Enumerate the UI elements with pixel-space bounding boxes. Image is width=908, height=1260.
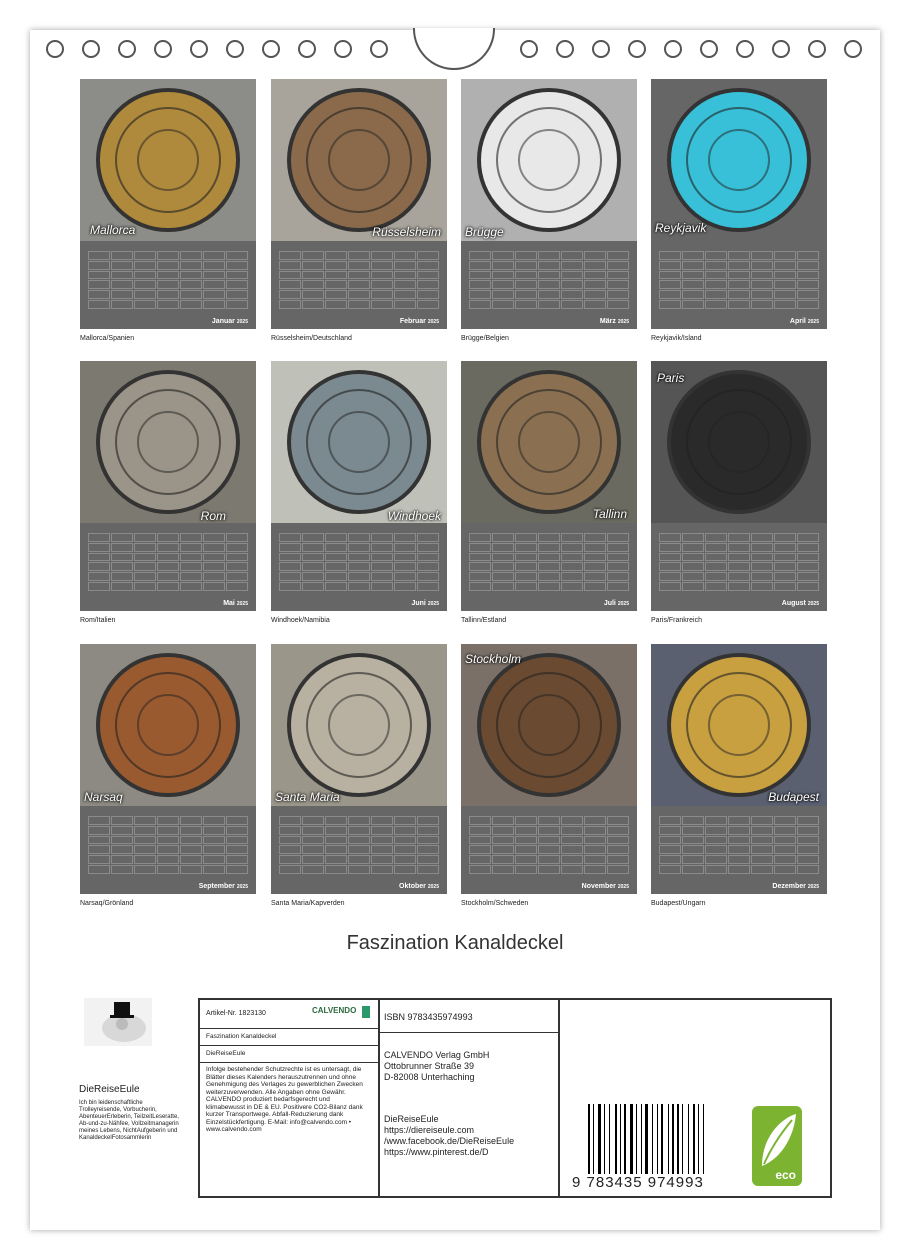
publisher-column — [380, 1000, 560, 1196]
month-tile — [271, 644, 447, 907]
binding-ring — [556, 40, 574, 58]
month-tile — [271, 361, 447, 624]
photo-caption: Santa Maria/Kapverden — [271, 900, 345, 907]
binding-ring — [118, 40, 136, 58]
photo-caption: Narsaq/Grönland — [80, 900, 134, 907]
photo-caption: Budapest/Ungarn — [651, 900, 706, 907]
calvendo-logo: CALVENDO — [312, 1006, 372, 1022]
manhole-photo — [80, 79, 256, 241]
city-label: Tallinn — [592, 507, 627, 521]
photo-caption: Rom/Italien — [80, 617, 116, 624]
month-calendar-grid — [80, 523, 256, 611]
author-bio: Ich bin leidenschaftliche Trolleyreisende, Vorbucherin, AbenteuerErleberin, TeilzeitLeseratte, Ab-und-zu-Nähfee, Vollzeitmanagerin meines Lebens, NichtAufgeberin und KanaldeckelFotosammlerin — [79, 1100, 179, 1141]
month-tile — [461, 79, 637, 342]
month-tile — [80, 644, 256, 907]
photo-caption: Tallinn/Estland — [461, 617, 507, 624]
photo-caption: Stockholm/Schweden — [461, 900, 529, 907]
month-label: Februar 2025 — [399, 318, 439, 325]
photo-caption: Paris/Frankreich — [651, 617, 702, 624]
city-label: Rom — [200, 509, 226, 523]
article-column — [200, 1000, 380, 1196]
manhole-photo — [80, 644, 256, 806]
calendar-title: Faszination Kanaldeckel — [346, 932, 564, 954]
month-label: Mai 2025 — [223, 600, 248, 607]
calendar-back-page — [30, 30, 880, 1230]
month-tile — [651, 361, 827, 624]
binding-ring — [520, 40, 538, 58]
binding-ring — [628, 40, 646, 58]
binding-ring — [700, 40, 718, 58]
city-label: Brügge — [465, 225, 504, 239]
binding-ring — [370, 40, 388, 58]
link-website[interactable]: https://diereiseule.com — [384, 1125, 475, 1135]
manhole-photo — [271, 361, 447, 523]
binding-ring — [82, 40, 100, 58]
city-label: Windhoek — [387, 509, 441, 523]
photo-caption: Mallorca/Spanien — [80, 335, 135, 342]
binding-ring — [736, 40, 754, 58]
month-tile — [461, 644, 637, 907]
city-label: Stockholm — [465, 652, 522, 666]
author-photo — [84, 998, 152, 1046]
binding-ring — [298, 40, 316, 58]
city-label: Mallorca — [90, 223, 136, 237]
month-tile — [651, 644, 827, 907]
month-calendar-grid — [80, 241, 256, 329]
publisher-city: D-82008 Unterhaching — [384, 1072, 475, 1082]
legal-notice: Infolge bestehender Schutzrechte ist es untersagt, die Blätter dieses Kalenders herauszutrennen und ohne Genehmigung des Verlages zu gewerblichen Zwecken weiterzuverwenden. Alle Angaben ohne Gewähr. CALVENDO produziert bedarfsgerecht und klimabewusst in DE & EU. Positivere CO2-Bilanz dank kurzer Transportwege. Abfall-Reduzierung dank Einzelstückfertigung. E-Mail: info@calvendo.com • www.calvendo.com — [206, 1066, 363, 1133]
month-tile — [80, 79, 256, 342]
manhole-photo — [271, 79, 447, 241]
month-calendar-grid — [271, 523, 447, 611]
binding-ring — [664, 40, 682, 58]
publisher-street: Ottobrunner Straße 39 — [384, 1061, 475, 1071]
month-calendar-grid — [461, 806, 637, 894]
binding-ring — [190, 40, 208, 58]
month-tile — [271, 79, 447, 342]
month-calendar-grid — [651, 241, 827, 329]
isbn: ISBN 9783435974993 — [384, 1012, 473, 1022]
binding-ring — [334, 40, 352, 58]
manhole-photo — [461, 79, 637, 241]
month-tile — [461, 361, 637, 624]
city-label: Rüsselsheim — [372, 225, 441, 239]
publisher-name: CALVENDO Verlag GmbH — [384, 1050, 490, 1060]
month-label: März 2025 — [599, 318, 629, 325]
month-label: August 2025 — [781, 600, 819, 607]
month-label: Oktober 2025 — [399, 883, 439, 890]
month-tile — [651, 79, 827, 342]
month-label: September 2025 — [198, 883, 248, 890]
binding-ring — [808, 40, 826, 58]
hanging-hook-cutout — [413, 28, 495, 70]
photo-caption: Brügge/Belgien — [461, 335, 509, 342]
month-label: Juni 2025 — [411, 600, 439, 607]
author-small: DieReiseEule — [206, 1050, 246, 1057]
binding-ring — [46, 40, 64, 58]
month-calendar-grid — [651, 523, 827, 611]
barcode — [586, 1104, 718, 1176]
month-calendar-grid — [271, 241, 447, 329]
link-author[interactable]: DieReiseEule — [384, 1114, 439, 1124]
photo-caption: Reykjavik/Island — [651, 335, 702, 342]
month-calendar-grid — [271, 806, 447, 894]
eco-badge: eco — [752, 1106, 802, 1186]
month-calendar-grid — [651, 806, 827, 894]
article-number: Artikel-Nr. 1823130 — [206, 1010, 266, 1017]
month-label: Dezember 2025 — [772, 883, 819, 890]
calendar-title-small: Faszination Kanaldeckel — [206, 1033, 277, 1040]
month-label: April 2025 — [789, 318, 819, 325]
manhole-photo — [651, 644, 827, 806]
city-label: Budapest — [768, 790, 819, 804]
binding-ring — [592, 40, 610, 58]
manhole-photo — [271, 644, 447, 806]
manhole-photo — [651, 361, 827, 523]
photo-caption: Rüsselsheim/Deutschland — [271, 335, 352, 342]
manhole-photo — [461, 644, 637, 806]
city-label: Reykjavik — [655, 221, 707, 235]
link-pinterest[interactable]: https://www.pinterest.de/D — [384, 1147, 489, 1157]
binding-ring — [226, 40, 244, 58]
author-name: DieReiseEule — [79, 1084, 140, 1095]
barcode-number: 9 783435 974993 — [572, 1174, 704, 1191]
month-calendar-grid — [80, 806, 256, 894]
month-label: November 2025 — [581, 883, 629, 890]
city-label: Narsaq — [84, 790, 123, 804]
manhole-photo — [651, 79, 827, 241]
city-label: Paris — [657, 371, 685, 385]
city-label: Santa Maria — [275, 790, 340, 804]
info-box — [198, 998, 832, 1198]
month-label: Januar 2025 — [211, 318, 248, 325]
link-facebook[interactable]: /www.facebook.de/DieReiseEule — [384, 1136, 515, 1146]
binding-ring — [844, 40, 862, 58]
binding-ring — [772, 40, 790, 58]
month-calendar-grid — [461, 523, 637, 611]
manhole-photo — [80, 361, 256, 523]
month-label: Juli 2025 — [603, 600, 629, 607]
month-calendar-grid — [461, 241, 637, 329]
manhole-photo — [461, 361, 637, 523]
month-tile — [80, 361, 256, 624]
photo-caption: Windhoek/Namibia — [271, 617, 330, 624]
binding-ring — [262, 40, 280, 58]
binding-ring — [154, 40, 172, 58]
